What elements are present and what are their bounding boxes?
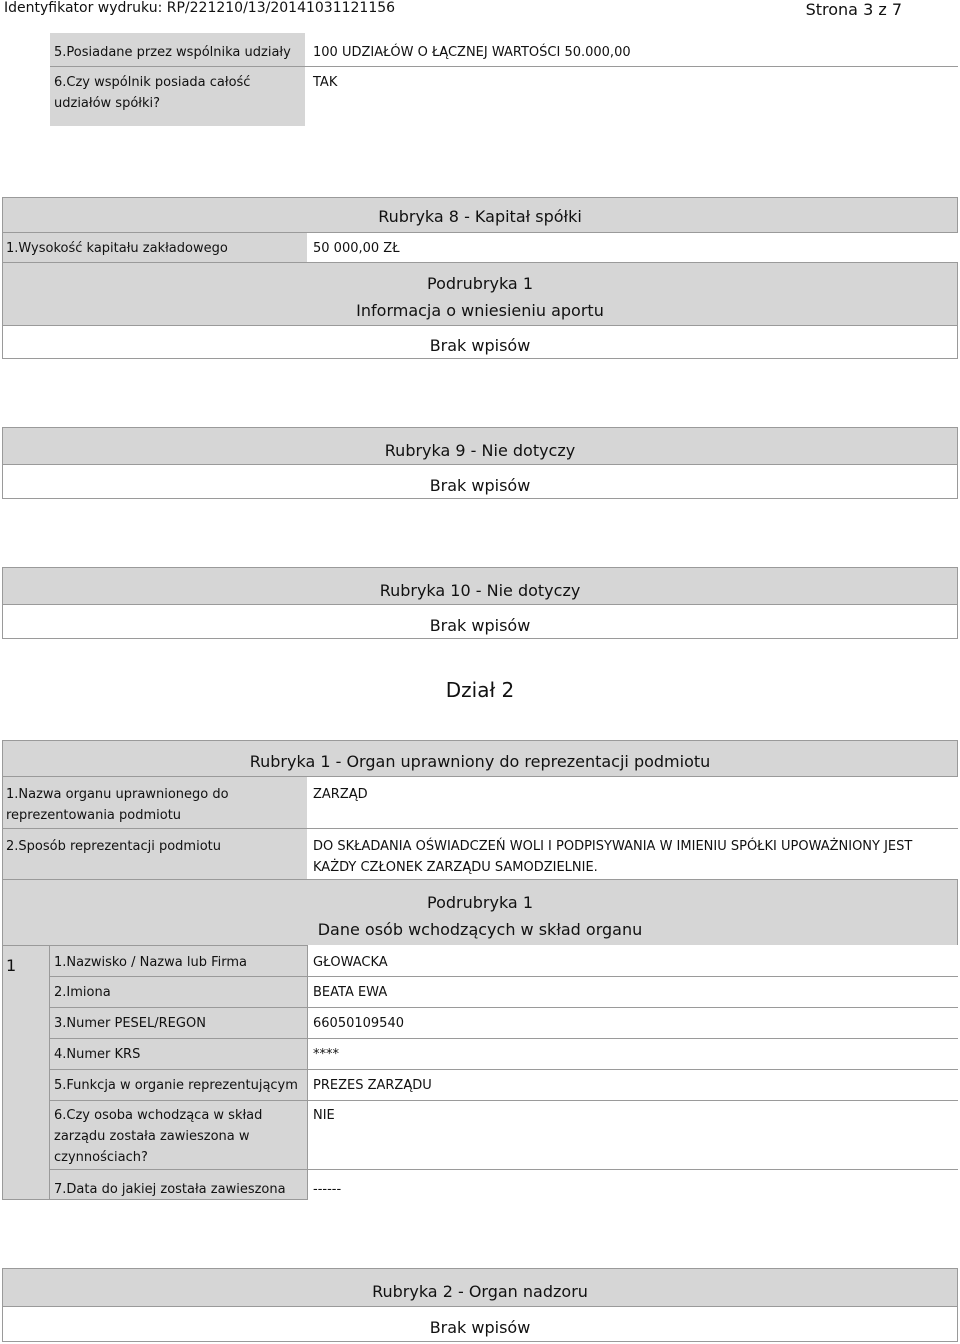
suspended-label: 6.Czy osoba wchodząca w skład zarządu została zawieszona w czynnościach?	[54, 1108, 263, 1165]
organ-name-value: ZARZĄD	[313, 787, 368, 802]
first-names-label: 2.Imiona	[54, 985, 111, 1000]
all-shares-label: 6.Czy wspólnik posiada całość udziałów spółki?	[54, 75, 251, 111]
page-number: Strona 3 z 7	[805, 0, 902, 19]
organ-name-label: 1.Nazwa organu uprawnionego do reprezentowania podmiotu	[6, 787, 229, 823]
all-shares-value: TAK	[313, 75, 338, 90]
rubryka-2-title: Rubryka 2 - Organ nadzoru	[372, 1282, 588, 1301]
capital-label: 1.Wysokość kapitału zakładowego	[6, 241, 228, 256]
rubryka-9-title: Rubryka 9 - Nie dotyczy	[384, 441, 576, 460]
aport-brak: Brak wpisów	[429, 336, 531, 355]
rubryka-2-brak: Brak wpisów	[429, 1318, 531, 1337]
function-label: 5.Funkcja w organie reprezentującym	[54, 1078, 298, 1093]
podrubryka-1-organ-title: Podrubryka 1	[427, 893, 533, 912]
capital-value: 50 000,00 ZŁ	[313, 241, 400, 256]
surname-value: GŁOWACKA	[313, 955, 388, 970]
organ-persons-title: Dane osób wchodzących w skład organu	[317, 920, 643, 939]
aport-title: Informacja o wniesieniu aportu	[356, 301, 604, 320]
rubryka-10-brak: Brak wpisów	[429, 616, 531, 635]
representation-value: DO SKŁADANIA OŚWIADCZEŃ WOLI I PODPISYWANIA W IMIENIU SPÓŁKI UPOWAŻNIONY JEST KAŻDY CZŁONEK ZARZĄDU SAMODZIELNIE.	[313, 839, 913, 875]
pesel-value: 66050109540	[313, 1016, 404, 1031]
representation-label: 2.Sposób reprezentacji podmiotu	[6, 839, 221, 854]
krs-label: 4.Numer KRS	[54, 1047, 141, 1062]
suspended-date-label: 7.Data do jakiej została zawieszona	[54, 1182, 286, 1197]
rubryka-8-title: Rubryka 8 - Kapitał spółki	[378, 207, 582, 226]
krs-value: ****	[313, 1047, 339, 1062]
function-value: PREZES ZARZĄDU	[313, 1078, 432, 1093]
suspended-value: NIE	[313, 1108, 335, 1123]
first-names-value: BEATA EWA	[313, 985, 388, 1000]
rubryka-9-brak: Brak wpisów	[429, 476, 531, 495]
person-index: 1	[6, 956, 17, 975]
suspended-date-value: ------	[313, 1182, 342, 1197]
rubryka-1-title: Rubryka 1 - Organ uprawniony do reprezentacji podmiotu	[249, 752, 711, 771]
dzial-title: Dział 2	[445, 678, 515, 702]
shares-value: 100 UDZIAŁÓW O ŁĄCZNEJ WARTOŚCI 50.000,00	[313, 45, 631, 60]
rubryka-10-title: Rubryka 10 - Nie dotyczy	[379, 581, 581, 600]
podrubryka-1-title: Podrubryka 1	[427, 274, 533, 293]
surname-label: 1.Nazwisko / Nazwa lub Firma	[54, 955, 247, 970]
pesel-label: 3.Numer PESEL/REGON	[54, 1016, 206, 1031]
shares-label: 5.Posiadane przez wspólnika udziały	[54, 45, 291, 60]
print-identifier: Identyfikator wydruku: RP/221210/13/20141031121156	[4, 0, 396, 16]
